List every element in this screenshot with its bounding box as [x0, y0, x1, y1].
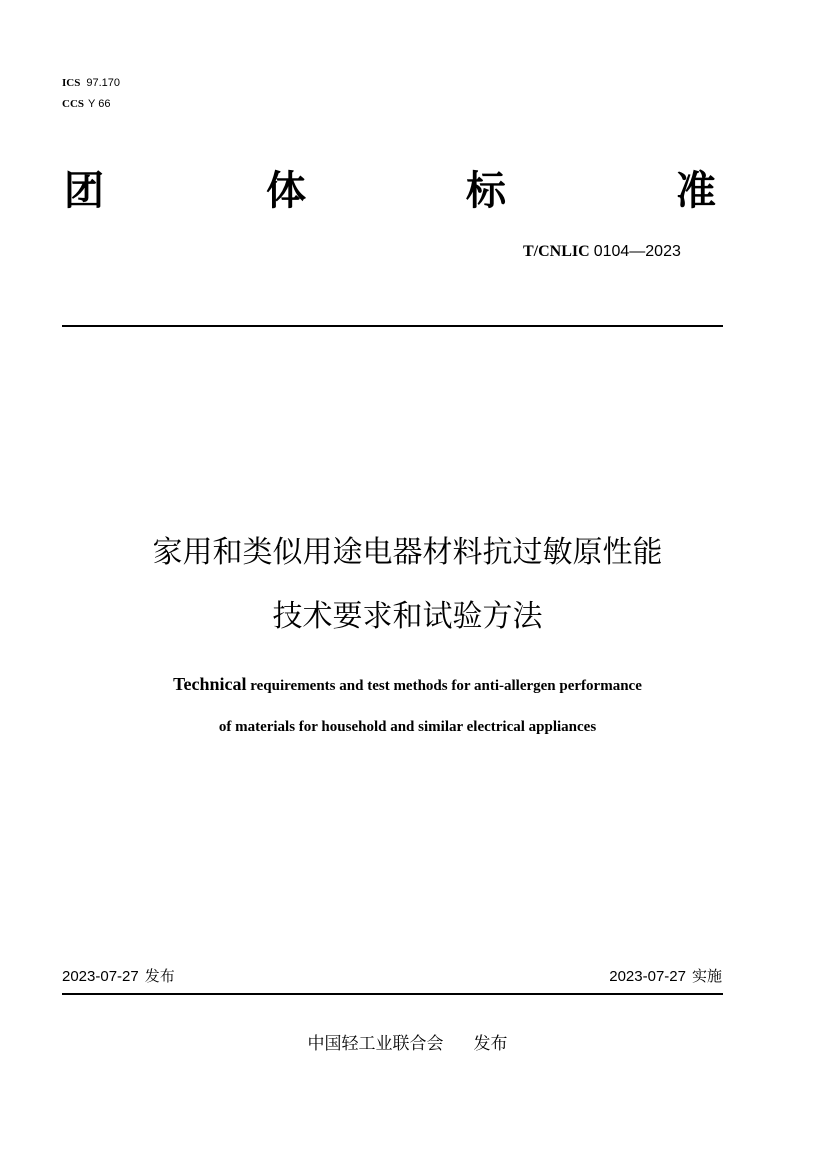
implementation-date: 2023-07-27	[609, 968, 686, 985]
header-char-biao: 标	[466, 168, 506, 214]
header-char-ti: 体	[266, 168, 306, 214]
bottom-divider	[62, 993, 723, 995]
standard-number	[523, 241, 681, 262]
release-date-line	[62, 966, 175, 987]
header-char-tuan: 团	[64, 168, 104, 214]
header-char-zhun: 准	[676, 168, 716, 214]
title-en-line1	[0, 674, 815, 696]
ics-classification	[62, 76, 120, 90]
title-en-line2: of materials for household and similar electrical appliances	[218, 719, 597, 735]
publisher-name: 中国轻工业联合会	[307, 1034, 444, 1054]
ics-label: ICS	[62, 77, 81, 89]
release-label: 发布	[144, 967, 175, 985]
top-divider	[62, 325, 723, 327]
ccs-value: Y 66	[88, 98, 111, 110]
implementation-label: 实施	[691, 967, 722, 985]
publisher-action: 发布	[473, 1034, 508, 1054]
implementation-date-line	[609, 966, 722, 987]
standard-prefix: T/CNLIC	[523, 243, 590, 260]
ics-value: 97.170	[86, 77, 120, 89]
release-date: 2023-07-27	[62, 968, 139, 985]
standard-code: 0104—2023	[593, 243, 681, 260]
ccs-classification	[62, 97, 110, 111]
title-cn-line1: 家用和类似用途电器材料抗过敏原性能	[152, 535, 663, 570]
title-cn-line2: 技术要求和试验方法	[272, 599, 543, 634]
title-en-first-word: Technical	[173, 674, 247, 694]
title-en-line1-rest: requirements and test methods for anti-allergen performance	[250, 678, 642, 694]
publisher-line	[0, 1033, 815, 1055]
ccs-label: CCS	[62, 98, 85, 110]
